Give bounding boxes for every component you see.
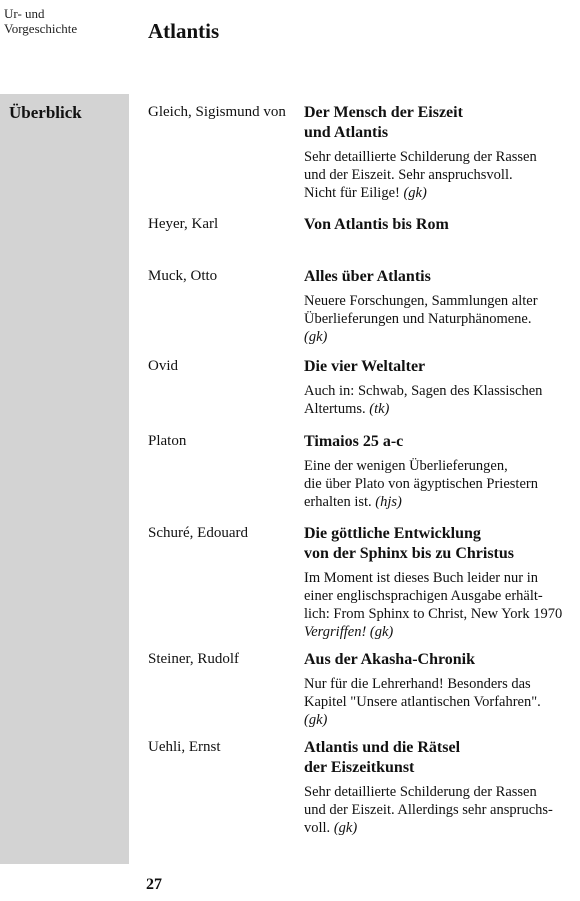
entry-author: Gleich, Sigismund von	[148, 104, 286, 120]
section-sidebar	[0, 94, 129, 864]
entry-book	[304, 432, 576, 511]
entry-author: Uehli, Ernst	[148, 739, 221, 755]
entry-author: Muck, Otto	[148, 268, 218, 284]
rater-initials: (gk)	[403, 185, 427, 201]
entry-author: Ovid	[148, 358, 178, 374]
entry-book	[304, 357, 576, 418]
description-text: Sehr detaillierte Schilderung der Rassen und der Eiszeit. Allerdings sehr anspruchs- voll.	[304, 784, 553, 836]
section-label: Überblick	[9, 103, 82, 122]
rater-initials: (hjs)	[375, 494, 402, 510]
rater-initials: Vergriffen! (gk)	[304, 624, 394, 640]
rater-initials: (tk)	[369, 401, 390, 417]
entry-author: Steiner, Rudolf	[148, 651, 240, 667]
entry-book	[304, 650, 576, 729]
description-text: Im Moment ist dieses Buch leider nur in einer englischsprachigen Ausgabe erhält- lich: From Sphinx to Christ, New York 1970	[304, 570, 563, 622]
entry-title: Aus der Akasha-Chronik	[304, 651, 476, 668]
entry-author: Platon	[148, 433, 187, 449]
entry-description	[304, 675, 576, 729]
rater-initials: (gk)	[333, 820, 358, 836]
description-text: Neuere Forschungen, Sammlungen alter Überlieferungen und Naturphänomene.	[304, 293, 538, 327]
rater-initials: (gk)	[304, 329, 328, 345]
page-number: 27	[146, 876, 162, 893]
entry-title: Von Atlantis bis Rom	[304, 216, 449, 233]
entry-description	[304, 382, 576, 418]
category-label: Ur- und Vorgeschichte	[4, 6, 78, 36]
entry-description	[304, 148, 576, 202]
description-text: Auch in: Schwab, Sagen des Klassischen Altertums.	[304, 383, 543, 417]
entry-description	[304, 457, 576, 511]
entry-title: Atlantis und die Rätsel der Eiszeitkunst	[304, 739, 461, 776]
entry-author: Schuré, Edouard	[148, 525, 248, 541]
rater-initials: (gk)	[304, 712, 328, 728]
entry-book	[304, 103, 576, 202]
entry-author: Heyer, Karl	[148, 216, 219, 232]
entry-title: Die vier Weltalter	[304, 358, 426, 375]
description-text: Sehr detaillierte Schilderung der Rassen und der Eiszeit. Sehr anspruchsvoll. Nicht für Eilige!	[304, 149, 537, 201]
entry-book	[304, 524, 576, 641]
entry-title: Alles über Atlantis	[304, 268, 431, 285]
entry-book	[304, 738, 576, 837]
entry-title: Die göttliche Entwicklung von der Sphinx bis zu Christus	[304, 525, 514, 562]
description-text: Nur für die Lehrerhand! Besonders das Kapitel "Unsere atlantischen Vorfahren".	[304, 676, 541, 710]
entry-description	[304, 783, 576, 837]
entry-description	[304, 569, 576, 641]
description-text: Eine der wenigen Überlieferungen, die über Plato von ägyptischen Priestern erhalten ist.	[304, 458, 538, 510]
entry-title: Timaios 25 a-c	[304, 433, 404, 450]
entry-book	[304, 215, 576, 235]
entry-book	[304, 267, 576, 346]
entry-title: Der Mensch der Eiszeit und Atlantis	[304, 104, 463, 141]
page-title: Atlantis	[148, 19, 220, 43]
entry-description	[304, 292, 576, 346]
